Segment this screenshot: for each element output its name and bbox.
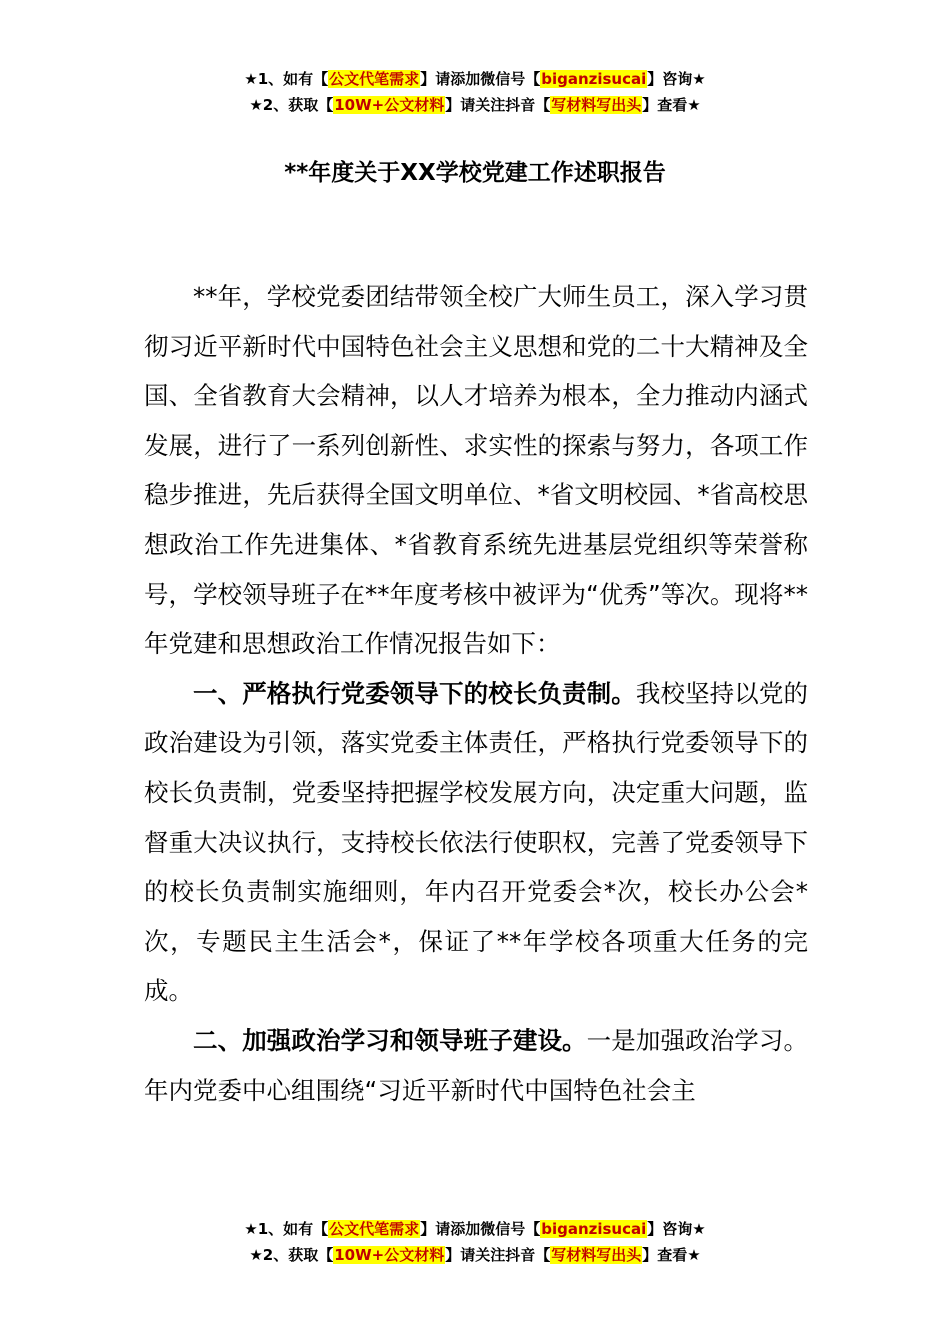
- banner-line-2: [0, 1242, 950, 1268]
- banner-highlight: 公文代笔需求: [329, 70, 420, 88]
- section-1-paragraph: [144, 669, 808, 1016]
- banner-highlight: 10W+公文材料: [334, 1246, 445, 1264]
- banner-highlight: biganzisucai: [541, 70, 647, 88]
- banner-text: 】请关注抖音【: [445, 96, 551, 114]
- document-body: [144, 272, 808, 1115]
- footer-banner: [0, 1216, 950, 1268]
- section-2-paragraph: [144, 1016, 808, 1115]
- banner-text: 】咨询★: [647, 70, 706, 88]
- banner-text: 】咨询★: [647, 1220, 706, 1238]
- banner-highlight: 写材料写出头: [551, 1246, 642, 1264]
- section-1-heading: 一、严格执行党委领导下的校长负责制。: [193, 678, 636, 708]
- banner-line-1: [0, 1216, 950, 1242]
- banner-text: ★1、如有【: [244, 70, 329, 88]
- banner-line-2: [0, 92, 950, 118]
- banner-highlight: biganzisucai: [541, 1220, 647, 1238]
- banner-text: 】请添加微信号【: [420, 1220, 541, 1238]
- banner-line-1: [0, 66, 950, 92]
- banner-text: ★2、获取【: [249, 96, 334, 114]
- section-2-text: 一是加强政治学习。年内党委中心组围绕“习近平新时代中国特色社会主: [144, 1025, 809, 1105]
- section-1-text: 我校坚持以党的政治建设为引领，落实党委主体责任，严格执行党委领导下的校长负责制，党委坚持把握学校发展方向，决定重大问题，监督重大决议执行，支持校长依法行使职权，完善了党委领导下的校长负责制实施细则，年内召开党委会*次，校长办公会*次，专题民主生活会*，保证了**年学校各项重大任务的完成。: [144, 678, 808, 1006]
- document-title: **年度关于XX学校党建工作述职报告: [284, 160, 666, 186]
- header-banner: [0, 66, 950, 118]
- banner-text: 】请添加微信号【: [420, 70, 541, 88]
- banner-highlight: 10W+公文材料: [334, 96, 445, 114]
- banner-text: 】请关注抖音【: [445, 1246, 551, 1264]
- banner-text: ★1、如有【: [244, 1220, 329, 1238]
- banner-text: ★2、获取【: [249, 1246, 334, 1264]
- banner-text: 】查看★: [642, 96, 701, 114]
- banner-highlight: 公文代笔需求: [329, 1220, 420, 1238]
- banner-highlight: 写材料写出头: [551, 96, 642, 114]
- section-2-heading: 二、加强政治学习和领导班子建设。: [193, 1025, 587, 1055]
- banner-text: 】查看★: [642, 1246, 701, 1264]
- intro-paragraph: **年，学校党委团结带领全校广大师生员工，深入学习贯彻习近平新时代中国特色社会主义思想和党的二十大精神及全国、全省教育大会精神，以人才培养为根本，全力推动内涵式发展，进行了一系列创新性、求实性的探索与努力，各项工作稳步推进，先后获得全国文明单位、*省文明校园、*省高校思想政治工作先进集体、*省教育系统先进基层党组织等荣誉称号，学校领导班子在**年度考核中被评为“优秀”等次。现将**年党建和思想政治工作情况报告如下：: [144, 282, 808, 659]
